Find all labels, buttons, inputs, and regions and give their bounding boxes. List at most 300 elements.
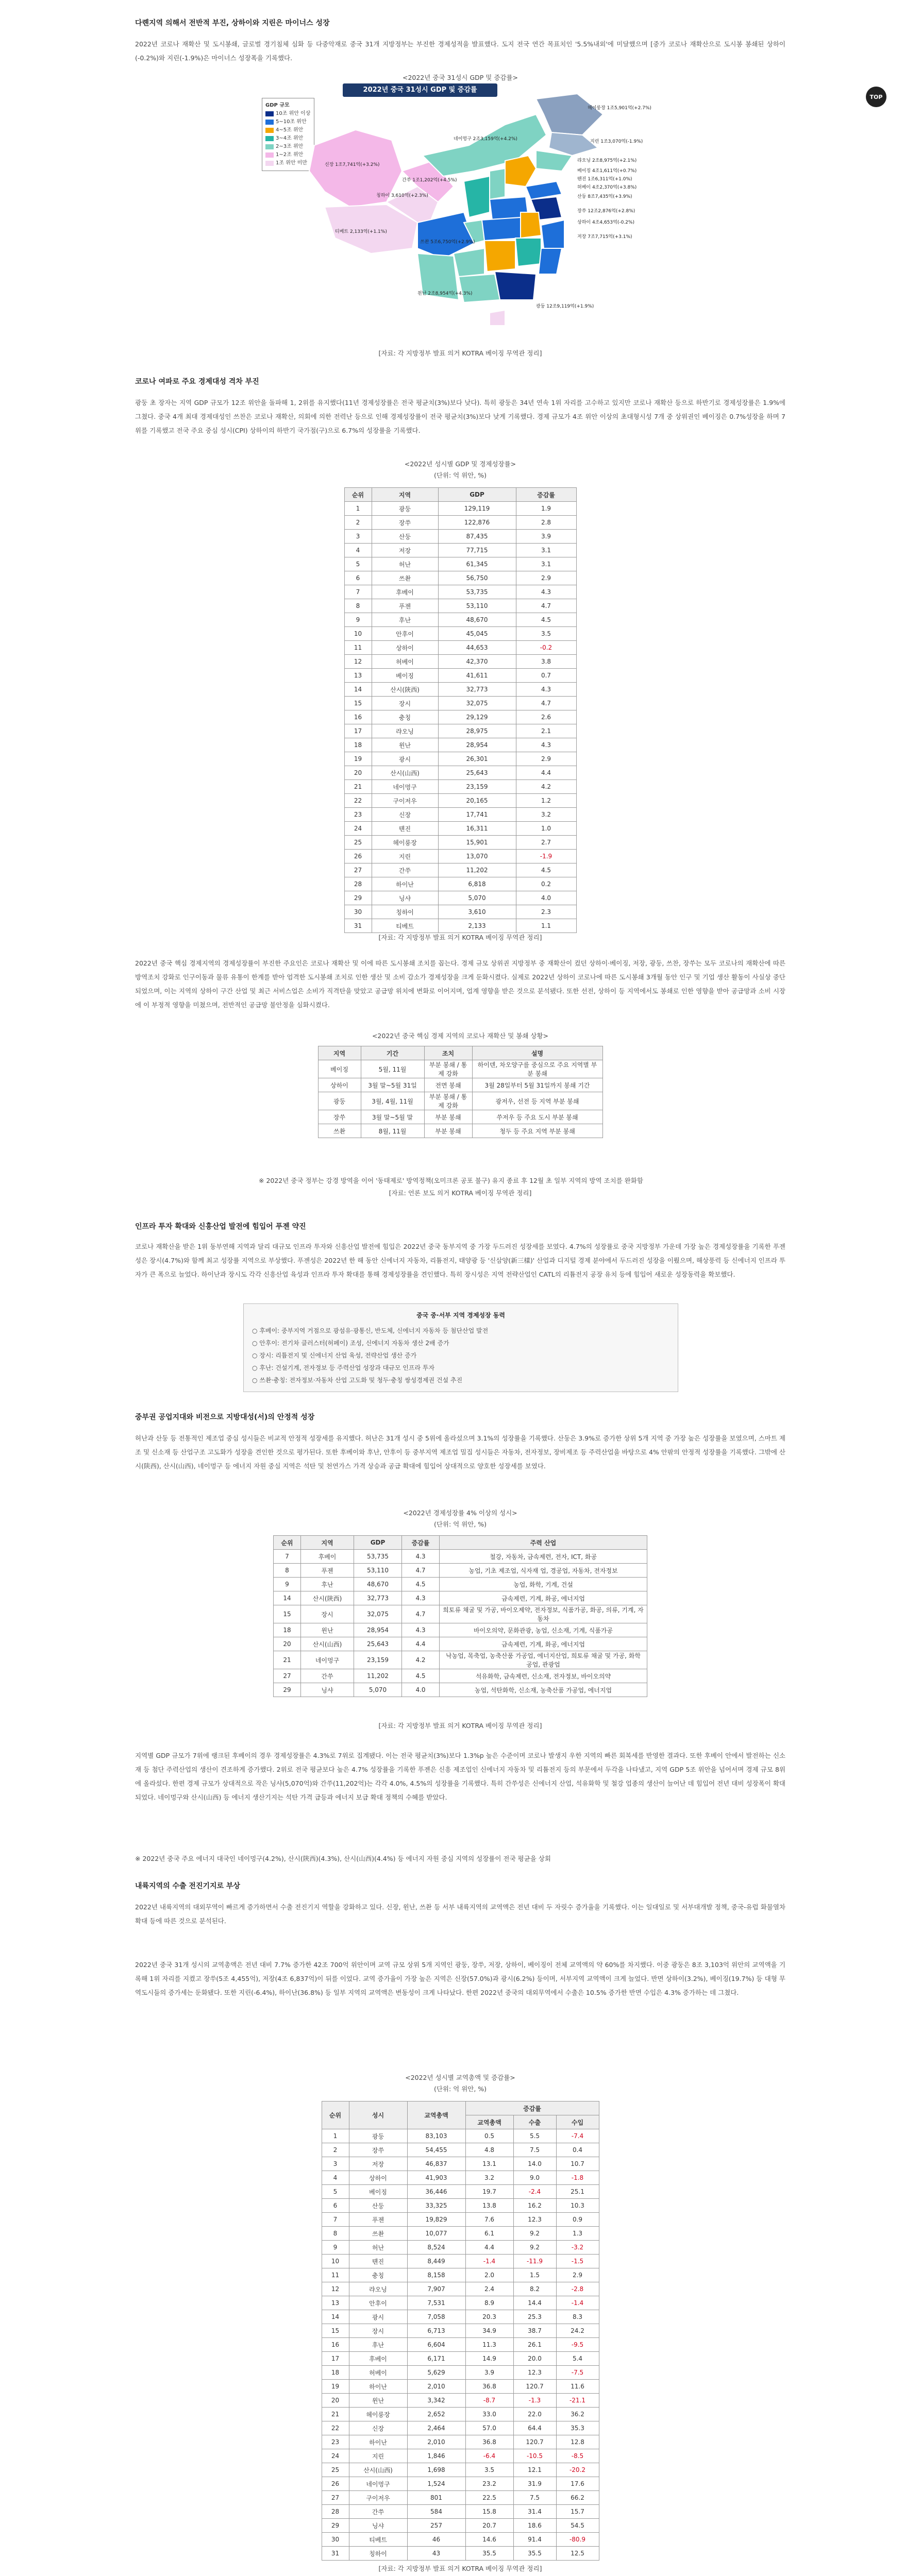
table-cell: 2 bbox=[344, 516, 372, 530]
table-cell: 푸젠 bbox=[301, 1564, 354, 1578]
table-cell: 6,818 bbox=[438, 877, 516, 891]
table-cell: 5,070 bbox=[354, 1683, 402, 1697]
table-row bbox=[274, 1550, 647, 1564]
table4-header: 증감률 bbox=[465, 2102, 599, 2115]
table-row bbox=[344, 766, 576, 780]
table-cell: 광둥 bbox=[318, 1092, 361, 1110]
table-cell: 19 bbox=[344, 752, 372, 766]
table-cell: 9 bbox=[344, 613, 372, 627]
table-cell: 7 bbox=[322, 2213, 349, 2227]
table-cell: 25 bbox=[344, 836, 372, 850]
table-cell: 산둥 bbox=[349, 2199, 407, 2213]
table-cell: 장시 bbox=[349, 2324, 407, 2338]
table-row bbox=[322, 2185, 599, 2199]
table-cell: -20.2 bbox=[556, 2463, 599, 2477]
table-cell: 42,370 bbox=[438, 655, 516, 669]
table-cell: 13.8 bbox=[465, 2199, 513, 2213]
table-cell: 8 bbox=[344, 599, 372, 613]
table-cell: 3월 말~5월 말 bbox=[361, 1110, 424, 1124]
table-cell: 7 bbox=[274, 1550, 301, 1564]
table-cell: 29 bbox=[322, 2519, 349, 2533]
table-row bbox=[318, 1060, 602, 1078]
table-cell: -6.4 bbox=[465, 2449, 513, 2463]
table-cell: 2.1 bbox=[516, 724, 576, 738]
table-row bbox=[344, 655, 576, 669]
table-cell: 4.3 bbox=[402, 1591, 440, 1605]
table-cell: 15.8 bbox=[465, 2505, 513, 2519]
map-source: [자료: 각 지방정부 발표 의거 KOTRA 베이징 무역관 정리] bbox=[378, 349, 542, 357]
growth-table bbox=[273, 1535, 647, 1697]
table-cell: 24 bbox=[322, 2449, 349, 2463]
table-cell: 광둥 bbox=[372, 502, 438, 516]
table-cell: 칭하이 bbox=[349, 2547, 407, 2561]
table-cell: 하이덴, 차오양구를 중심으로 주요 지역별 부분 봉쇄 bbox=[472, 1060, 602, 1078]
table-cell: 5.4 bbox=[556, 2352, 599, 2366]
table-row bbox=[344, 905, 576, 919]
table-cell: 41,611 bbox=[438, 669, 516, 683]
table-cell: 허난 bbox=[372, 557, 438, 571]
map-label-tianjin: 톈진 1조6,311억(+1.0%) bbox=[577, 177, 632, 182]
table-cell: 54,455 bbox=[407, 2143, 465, 2157]
table-cell: 7,531 bbox=[407, 2296, 465, 2310]
table-row bbox=[322, 2366, 599, 2380]
section5-note: ※ 2022년 중국 주요 에너지 대국인 네이멍구(4.2%), 산시(陝西)(4.3%), 산시(山西)(4.4%) 등 에너지 자원 중심 지역의 성장률이 전국 평균을 상회 bbox=[135, 1855, 551, 1862]
region-anhui bbox=[521, 212, 541, 238]
table-cell: 0.9 bbox=[556, 2213, 599, 2227]
table1-unit: (단위: 억 위안, %) bbox=[433, 471, 487, 479]
table-cell: 18.6 bbox=[513, 2519, 556, 2533]
table-row bbox=[344, 877, 576, 891]
table-cell: 5,070 bbox=[438, 891, 516, 905]
map-label-shanghai: 상하이 4조4,653억(-0.2%) bbox=[577, 220, 634, 225]
table-cell: 16,311 bbox=[438, 822, 516, 836]
table-cell: 쓰촨 bbox=[349, 2227, 407, 2241]
table-cell: -80.9 bbox=[556, 2533, 599, 2547]
table-cell: 네이멍구 bbox=[301, 1651, 354, 1669]
table-cell: 21 bbox=[322, 2408, 349, 2421]
table4-caption: <2022년 성시별 교역총액 및 증감률> bbox=[405, 2074, 515, 2081]
table-cell: 상하이 bbox=[318, 1078, 361, 1092]
region-jiangxi bbox=[515, 238, 541, 266]
table-cell: 1.5 bbox=[513, 2268, 556, 2282]
table-cell: 17 bbox=[322, 2352, 349, 2366]
table-cell: 18 bbox=[274, 1623, 301, 1637]
table-cell: 9 bbox=[322, 2241, 349, 2255]
table-cell: 12 bbox=[344, 655, 372, 669]
table-cell: 23.2 bbox=[465, 2477, 513, 2491]
table-cell: 후베이 bbox=[349, 2352, 407, 2366]
table-cell: 산시(山西) bbox=[349, 2463, 407, 2477]
table-cell: 후난 bbox=[349, 2338, 407, 2352]
table-cell: 철강, 자동차, 금속제련, 전자, ICT, 화공 bbox=[440, 1550, 647, 1564]
table-cell: 56,750 bbox=[438, 571, 516, 585]
table2-wrap bbox=[135, 1046, 785, 1138]
map-label-tibet: 티베트 2,133억(+1.1%) bbox=[335, 229, 387, 234]
table-cell: 저장 bbox=[349, 2157, 407, 2171]
scroll-top-button[interactable]: TOP bbox=[866, 87, 886, 107]
table-cell: -7.4 bbox=[556, 2129, 599, 2143]
table-cell: 4.3 bbox=[516, 738, 576, 752]
table-cell: 네이멍구 bbox=[372, 780, 438, 794]
table4-header: 교역총액 bbox=[407, 2102, 465, 2129]
table4-subheader: 수출 bbox=[513, 2115, 556, 2129]
table-cell: 4.3 bbox=[402, 1550, 440, 1564]
table-cell: 윈난 bbox=[349, 2394, 407, 2408]
table-cell: 4.7 bbox=[516, 697, 576, 710]
table-cell: 17,741 bbox=[438, 808, 516, 822]
table-row bbox=[344, 669, 576, 683]
table-cell: 31.9 bbox=[513, 2477, 556, 2491]
table-row bbox=[344, 627, 576, 641]
table-cell: 11,202 bbox=[438, 863, 516, 877]
table-cell: 장시 bbox=[301, 1605, 354, 1623]
table-row bbox=[322, 2408, 599, 2421]
table-row bbox=[344, 571, 576, 585]
table-row bbox=[344, 822, 576, 836]
table-row bbox=[322, 2505, 599, 2519]
table-cell: 46,837 bbox=[407, 2157, 465, 2171]
table-row bbox=[344, 738, 576, 752]
table2-header: 기간 bbox=[361, 1046, 424, 1060]
table-cell: 장쑤 bbox=[349, 2143, 407, 2157]
region-guangxi bbox=[459, 274, 500, 302]
table-cell: 2.6 bbox=[516, 710, 576, 724]
table-row bbox=[322, 2449, 599, 2463]
table-cell: 푸젠 bbox=[349, 2213, 407, 2227]
table-cell: 53,735 bbox=[354, 1550, 402, 1564]
table-cell: 36.8 bbox=[465, 2380, 513, 2394]
legend-label: 2~3조 위안 bbox=[276, 144, 304, 149]
map-label-xinjiang: 신장 1조7,741억(+3.2%) bbox=[325, 162, 380, 167]
table1-header: GDP bbox=[438, 488, 516, 502]
table-cell: 4.7 bbox=[516, 599, 576, 613]
table-cell: 3.1 bbox=[516, 544, 576, 557]
table2-note: ※ 2022년 중국 정부는 강경 방역을 이어 '동태제로' 방역정책(오미크론 공포 불구) 유지 종료 후 12월 초 일부 지역의 방역 조치를 완화함 bbox=[259, 1177, 643, 1184]
table-cell: 10.7 bbox=[556, 2157, 599, 2171]
table-row bbox=[322, 2394, 599, 2408]
table-cell: 17 bbox=[344, 724, 372, 738]
table-row bbox=[318, 1078, 602, 1092]
table-cell: 구이저우 bbox=[372, 794, 438, 808]
table-cell: 티베트 bbox=[372, 919, 438, 933]
table-cell: 19 bbox=[322, 2380, 349, 2394]
table-cell: 29 bbox=[274, 1683, 301, 1697]
table-row bbox=[322, 2477, 599, 2491]
legend-label: 1~2조 위안 bbox=[276, 152, 304, 158]
table-row bbox=[318, 1110, 602, 1124]
table-cell: 61,345 bbox=[438, 557, 516, 571]
table-cell: 21 bbox=[274, 1651, 301, 1669]
table-row bbox=[274, 1669, 647, 1683]
table-cell: 티베트 bbox=[349, 2533, 407, 2547]
table-cell: 26,301 bbox=[438, 752, 516, 766]
table-cell: 14 bbox=[274, 1591, 301, 1605]
table3-source: [자료: 각 지방정부 발표 의거 KOTRA 베이징 무역관 정리] bbox=[378, 1722, 542, 1730]
map-label-hebei: 허베이 4조2,370억(+3.8%) bbox=[577, 185, 637, 190]
table-cell: 16 bbox=[322, 2338, 349, 2352]
table-cell: 5,629 bbox=[407, 2366, 465, 2380]
table-row bbox=[344, 780, 576, 794]
table-row bbox=[322, 2352, 599, 2366]
map-label-sichuan: 쓰촨 5조6,750억(+2.9%) bbox=[420, 240, 475, 245]
table-cell: 9 bbox=[274, 1578, 301, 1591]
table1-wrap bbox=[135, 487, 785, 933]
table-cell: 바이오의약, 문화관광, 농업, 신소재, 기계, 식품가공 bbox=[440, 1623, 647, 1637]
table-cell: 1,524 bbox=[407, 2477, 465, 2491]
table-row bbox=[322, 2241, 599, 2255]
table-row bbox=[344, 752, 576, 766]
table-cell: 8 bbox=[274, 1564, 301, 1578]
table-cell: -3.2 bbox=[556, 2241, 599, 2255]
table-cell: 4.4 bbox=[516, 766, 576, 780]
table-row bbox=[322, 2463, 599, 2477]
table-cell: 3월 28일부터 5월 31일까지 봉쇄 기간 bbox=[472, 1078, 602, 1092]
table-row bbox=[344, 641, 576, 655]
table-cell: 부분 봉쇄 / 통제 강화 bbox=[424, 1092, 472, 1110]
table-cell: 1 bbox=[344, 502, 372, 516]
table-cell: 801 bbox=[407, 2491, 465, 2505]
table-row bbox=[322, 2421, 599, 2435]
table-cell: 베이징 bbox=[318, 1060, 361, 1078]
table-cell: 7.6 bbox=[465, 2213, 513, 2227]
table-cell: 18 bbox=[344, 738, 372, 752]
table-cell: 77,715 bbox=[438, 544, 516, 557]
table-cell: 15 bbox=[274, 1605, 301, 1623]
china-gdp-map bbox=[247, 83, 649, 341]
table-cell: 23,159 bbox=[438, 780, 516, 794]
table-cell: 129,119 bbox=[438, 502, 516, 516]
table-cell: 12.3 bbox=[513, 2213, 556, 2227]
table-cell: 20 bbox=[344, 766, 372, 780]
table-cell: 4.2 bbox=[402, 1651, 440, 1669]
table-cell: 66.2 bbox=[556, 2491, 599, 2505]
table-cell: 8 bbox=[322, 2227, 349, 2241]
table-row bbox=[344, 683, 576, 697]
map-label-beijing: 베이징 4조1,611억(+0.7%) bbox=[577, 168, 637, 174]
table-cell: 3,342 bbox=[407, 2394, 465, 2408]
table-cell: 광시 bbox=[349, 2310, 407, 2324]
table-cell: 2.4 bbox=[465, 2282, 513, 2296]
section1-title: 코로나 여파로 주요 경제대성 격차 부진 bbox=[135, 378, 259, 386]
table-cell: -8.5 bbox=[556, 2449, 599, 2463]
table-row bbox=[322, 2324, 599, 2338]
table-cell: 구이저우 bbox=[349, 2491, 407, 2505]
table3-caption: <2022년 경제성장률 4% 이상의 성시> bbox=[403, 1509, 517, 1517]
table-cell: 20 bbox=[322, 2394, 349, 2408]
table-cell: 53,110 bbox=[354, 1564, 402, 1578]
info-box-line: ○ 후베이: 중부지역 거점으로 광섬유·광통신, 반도체, 신에너지 자동차 등 첨단산업 발전 bbox=[252, 1327, 489, 1334]
table-cell: 8.3 bbox=[556, 2310, 599, 2324]
region-shanxi bbox=[490, 168, 505, 199]
table-cell: 4.5 bbox=[516, 613, 576, 627]
table-row bbox=[344, 502, 576, 516]
table-cell: 20.0 bbox=[513, 2352, 556, 2366]
table-cell: 8.2 bbox=[513, 2282, 556, 2296]
region-guizhou bbox=[454, 248, 484, 277]
table-cell: -2.8 bbox=[556, 2282, 599, 2296]
table-cell: 6.1 bbox=[465, 2227, 513, 2241]
table-cell: 11 bbox=[322, 2268, 349, 2282]
map-label-qinghai: 칭하이 3,610억(+2.3%) bbox=[376, 193, 428, 198]
table-cell: 44,653 bbox=[438, 641, 516, 655]
table-row bbox=[344, 557, 576, 571]
table-cell: 22.5 bbox=[465, 2491, 513, 2505]
table-cell: 24 bbox=[344, 822, 372, 836]
table-row bbox=[322, 2157, 599, 2171]
table-cell: 3 bbox=[344, 530, 372, 544]
table-cell: 584 bbox=[407, 2505, 465, 2519]
table-cell: 0.5 bbox=[465, 2129, 513, 2143]
table-cell: 87,435 bbox=[438, 530, 516, 544]
table-row bbox=[344, 863, 576, 877]
table-cell: 3 bbox=[322, 2157, 349, 2171]
table-cell: 장쑤 bbox=[318, 1110, 361, 1124]
table-cell: 쑤저우 등 주요 도시 부분 봉쇄 bbox=[472, 1110, 602, 1124]
table1-caption: <2022년 성시별 GDP 및 경제성장률> bbox=[404, 460, 516, 468]
table-cell: 28 bbox=[344, 877, 372, 891]
table-cell: 120.7 bbox=[513, 2380, 556, 2394]
table-cell: 신장 bbox=[372, 808, 438, 822]
table-cell: 14.9 bbox=[465, 2352, 513, 2366]
legend-title: GDP 규모 bbox=[265, 103, 290, 108]
table-cell: 20,165 bbox=[438, 794, 516, 808]
table-cell: -9.5 bbox=[556, 2338, 599, 2352]
table-cell: 5.5 bbox=[513, 2129, 556, 2143]
table-cell: 26 bbox=[344, 850, 372, 863]
table-cell: 5 bbox=[322, 2185, 349, 2199]
table-row bbox=[274, 1591, 647, 1605]
table-row bbox=[274, 1578, 647, 1591]
table-cell: 28,954 bbox=[354, 1623, 402, 1637]
section4-paragraph: 허난과 산둥 등 전통적인 제조업 중심 성시들은 비교적 안정적 성장세를 유지했다. 허난은 31개 성시 중 5위에 올라섰으며 3.1%의 성장률을 기록했다. 산둥은 3.9%로 증가한 상위 5개 지역 중 가장 높은 성장률을 보였으며, 스마트 제조 및 신소재 등 산업구조 고도화가 성장을 견인한 것으로 평가된다. 또한 후베이와 후난, 안후이 등 중부지역 제조업 밀집 성시들은 자동차, 전자정보, 장비제조 등 주력산업을 바탕으로 4% 안팎의 안정적 성장률을 기록했다. 그밖에 산시(陕西), 산시(山西), 네이멍구 등 에너지 자원 중심 지역은 석탄 및 천연가스 가격 상승과 공급 확대에 힘입어 상대적으로 양호한 성장세를 보였다. bbox=[135, 1434, 785, 1470]
table-cell: 4.5 bbox=[516, 863, 576, 877]
region-hainan bbox=[490, 310, 505, 326]
table-row bbox=[344, 891, 576, 905]
table-cell: 안후이 bbox=[349, 2296, 407, 2310]
table-cell: 13,070 bbox=[438, 850, 516, 863]
table-cell: 1.3 bbox=[556, 2227, 599, 2241]
table-cell: 저장 bbox=[372, 544, 438, 557]
table-cell: -2.4 bbox=[513, 2185, 556, 2199]
legend-label: 1조 위안 미만 bbox=[276, 160, 308, 166]
table-cell: -1.4 bbox=[465, 2255, 513, 2268]
table1-header: 증감률 bbox=[516, 488, 576, 502]
table-row bbox=[344, 724, 576, 738]
map-caption: <2022년 중국 31성시 GDP 및 증감률> bbox=[402, 74, 518, 81]
map-label-gansu: 간쑤 1조1,202억(+4.5%) bbox=[402, 178, 457, 183]
info-box-line: ○ 후난: 건설기계, 전자정보 등 주력산업 성장과 대규모 인프라 투자 bbox=[252, 1364, 435, 1371]
table-cell: 27 bbox=[274, 1669, 301, 1683]
table-cell: -1.8 bbox=[556, 2171, 599, 2185]
table-cell: 부분 봉쇄 / 통제 강화 bbox=[424, 1060, 472, 1078]
table-cell: 후난 bbox=[372, 613, 438, 627]
section6-paragraph2: 2022년 중국 31개 성시의 교역총액은 전년 대비 7.7% 증가한 42조 700억 위안이며 교역 규모 상위 5개 지역인 광둥, 장쑤, 저장, 상하이, 베이징이 전체 교역액의 약 60%를 차지했다. 이중 광둥은 8조 3,103억 위안의 교역액을 기록해 1위 자리를 지켰고 장쑤(5조 4,455억), 저장(4조 6,837억)이 뒤를 이었다. 교역 증가율이 가장 높은 지역은 신장(57.0%)과 광시(6.2%) 등이며, 서부지역 교역액이 크게 늘었다. 반면 상하이(3.2%), 베이징(19.7%) 등 대형 무역도시들의 증가세는 둔화됐다. 또한 지린(-6.4%), 하이난(36.8%) 등 일부 지역의 교역액은 변동성이 크게 나타났다. 한편 2022년 중국의 대외무역에서 수출은 10.5% 증가한 반면 수입은 4.3% 증가하는 데 그쳤다. bbox=[135, 1961, 785, 1996]
map-label-zhejiang: 저장 7조7,715억(+3.1%) bbox=[577, 234, 632, 240]
table3-header: 순위 bbox=[274, 1536, 301, 1550]
info-box bbox=[243, 1303, 678, 1392]
table-cell: 3.9 bbox=[516, 530, 576, 544]
table-cell: 3,610 bbox=[438, 905, 516, 919]
table-cell: 17.6 bbox=[556, 2477, 599, 2491]
table-row bbox=[344, 808, 576, 822]
table-cell: 2 bbox=[322, 2143, 349, 2157]
table-cell: 64.4 bbox=[513, 2421, 556, 2435]
table-cell: 닝샤 bbox=[349, 2519, 407, 2533]
table-cell: 31 bbox=[344, 919, 372, 933]
table-cell: 간쑤 bbox=[349, 2505, 407, 2519]
table-cell: 신장 bbox=[349, 2421, 407, 2435]
table-cell: 7.5 bbox=[513, 2143, 556, 2157]
table-cell: 32,075 bbox=[354, 1605, 402, 1623]
legend-label: 5~10조 위안 bbox=[276, 119, 307, 125]
table-cell: 25,643 bbox=[438, 766, 516, 780]
table-row bbox=[322, 2171, 599, 2185]
region-hunan bbox=[484, 241, 515, 272]
table-cell: 0.7 bbox=[516, 669, 576, 683]
table-cell: 15 bbox=[344, 697, 372, 710]
table-cell: 6 bbox=[344, 571, 372, 585]
table-cell: 산시(山西) bbox=[372, 766, 438, 780]
table-cell: 1,846 bbox=[407, 2449, 465, 2463]
table-cell: 2.0 bbox=[465, 2268, 513, 2282]
table-cell: 2.9 bbox=[516, 752, 576, 766]
table-cell: 12.8 bbox=[556, 2435, 599, 2449]
table-cell: 8.9 bbox=[465, 2296, 513, 2310]
table-cell: -10.5 bbox=[513, 2449, 556, 2463]
table-cell: 53,735 bbox=[438, 585, 516, 599]
table-cell: 허베이 bbox=[372, 655, 438, 669]
table-row bbox=[322, 2491, 599, 2505]
table-cell: 1,698 bbox=[407, 2463, 465, 2477]
table-cell: 산시(陝西) bbox=[301, 1591, 354, 1605]
table-cell: 하이난 bbox=[349, 2380, 407, 2394]
table-cell: 28,975 bbox=[438, 724, 516, 738]
table-cell: 9.2 bbox=[513, 2227, 556, 2241]
table-cell: 43 bbox=[407, 2547, 465, 2561]
table-cell: 4 bbox=[344, 544, 372, 557]
table-cell: 35.3 bbox=[556, 2421, 599, 2435]
table-cell: 46 bbox=[407, 2533, 465, 2547]
table-cell: 하이난 bbox=[349, 2435, 407, 2449]
table-cell: 25,643 bbox=[354, 1637, 402, 1651]
section4-title: 중부권 공업지대와 비전으로 지방대성(서)의 안정적 성장 bbox=[135, 1413, 315, 1421]
table-row bbox=[322, 2143, 599, 2157]
table3-unit: (단위: 억 위안, %) bbox=[433, 1520, 487, 1528]
table3-header: GDP bbox=[354, 1536, 402, 1550]
trade-table bbox=[322, 2101, 599, 2561]
info-box-line: ○ 안후이: 전기차 클러스터(허페이) 조성, 신에너지 자동차 생산 2배 증가 bbox=[252, 1340, 449, 1347]
table-cell: 헤이룽장 bbox=[349, 2408, 407, 2421]
intro-title: 다롄지역 의해서 전반적 부진, 상하이와 지린은 마이너스 성장 bbox=[135, 19, 330, 27]
table-row bbox=[322, 2199, 599, 2213]
table3-header: 증감률 bbox=[402, 1536, 440, 1550]
table-cell: 후베이 bbox=[301, 1550, 354, 1564]
table-cell: 2.7 bbox=[516, 836, 576, 850]
table2-header: 조치 bbox=[424, 1046, 472, 1060]
table-cell: 11 bbox=[344, 641, 372, 655]
table-cell: -11.9 bbox=[513, 2255, 556, 2268]
table-row bbox=[344, 599, 576, 613]
table-row bbox=[322, 2310, 599, 2324]
table-cell: 33.0 bbox=[465, 2408, 513, 2421]
table-cell: 11.3 bbox=[465, 2338, 513, 2352]
table-cell: 금속제련, 기계, 화공, 에너지업 bbox=[440, 1591, 647, 1605]
table-cell: 희토류 채굴 및 가공, 바이오제약, 전자정보, 식품가공, 화공, 의류, 기계, 자동차 bbox=[440, 1605, 647, 1623]
table-cell: 3.5 bbox=[465, 2463, 513, 2477]
section5-paragraph: 지역별 GDP 규모가 7위에 랭크된 후베이의 경우 경제성장률은 4.3%로 7위로 집계됐다. 이는 전국 평균치(3%)보다 1.3%p 높은 수준이며 코로나 발생지 우한 지역의 빠른 회복세를 반영한 결과다. 또한 후베이 안에서 발전하는 신소재 등 첨단 주력산업의 생산이 견조하게 증가했다. 2위로 전국 평균보다 높은 4.7% 성장률을 기록한 푸젠은 신흥 제조업인 신에너지 자동차 및 리튬전지 등의 부문에서 두각을 나타냈고, 지역 GDP 5조 위안을 넘어서며 경제 규모 8위에 올라섰다. 한편 경제 규모가 상대적으로 작은 닝샤(5,070억)와 간쑤(11,202억)는 각각 4.0%, 4.5%의 성장률을 기록했다. 특히 간쑤성은 신에너지 산업, 석유화학 및 철강 업종의 생산이 늘어난 데 힘입어 전년 대비 성장폭이 확대되었다. 네이멍구와 산시(山西) 등 에너지 생산기지는 석탄 가격 급등과 에너지 보급 확대 정책의 수혜를 받았다. bbox=[135, 1752, 785, 1801]
table1-header: 순위 bbox=[344, 488, 372, 502]
table-cell: 농업, 화학, 기계, 건설 bbox=[440, 1578, 647, 1591]
